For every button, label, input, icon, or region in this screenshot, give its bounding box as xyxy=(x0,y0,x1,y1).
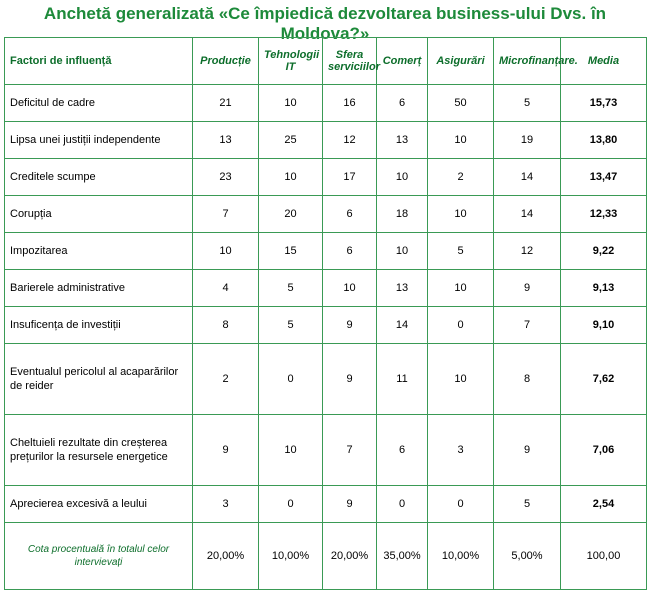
value-cell: 10 xyxy=(428,269,494,306)
value-cell: 5 xyxy=(259,306,323,343)
value-cell: 23 xyxy=(193,158,259,195)
value-cell: 10 xyxy=(377,158,428,195)
factor-cell: Lipsa unei justiții independente xyxy=(5,121,193,158)
table-row xyxy=(5,195,647,232)
value-cell: 14 xyxy=(494,195,561,232)
value-cell: 2 xyxy=(428,158,494,195)
value-cell: 10 xyxy=(323,269,377,306)
value-cell: 6 xyxy=(377,85,428,122)
media-cell: 2,54 xyxy=(561,486,647,523)
header-productie: Producție xyxy=(193,38,259,85)
value-cell: 6 xyxy=(323,195,377,232)
header-row xyxy=(5,38,647,85)
value-cell: 12 xyxy=(494,232,561,269)
header-it xyxy=(259,38,323,85)
value-cell: 10 xyxy=(193,232,259,269)
value-cell: 25 xyxy=(259,121,323,158)
media-cell: 15,73 xyxy=(561,85,647,122)
factor-cell: Corupția xyxy=(5,195,193,232)
total-cell: 20,00% xyxy=(193,523,259,590)
value-cell: 7 xyxy=(193,195,259,232)
value-cell: 9 xyxy=(494,415,561,486)
total-media-cell: 100,00 xyxy=(561,523,647,590)
table-row xyxy=(5,158,647,195)
value-cell: 14 xyxy=(494,158,561,195)
table-row xyxy=(5,343,647,414)
value-cell: 15 xyxy=(259,232,323,269)
value-cell: 11 xyxy=(377,343,428,414)
value-cell: 7 xyxy=(323,415,377,486)
factor-cell: Aprecierea excesivă a leului xyxy=(5,486,193,523)
value-cell: 20 xyxy=(259,195,323,232)
header-asigurari: Asigurări xyxy=(428,38,494,85)
value-cell: 10 xyxy=(428,121,494,158)
value-cell: 10 xyxy=(259,85,323,122)
page-title: Anchetă generalizată «Ce împiedică dezvoltarea business-ului Dvs. în Moldova?» xyxy=(43,4,607,43)
value-cell: 3 xyxy=(428,415,494,486)
factor-cell: Deficitul de cadre xyxy=(5,85,193,122)
value-cell: 2 xyxy=(193,343,259,414)
value-cell: 10 xyxy=(377,232,428,269)
table-row xyxy=(5,269,647,306)
header-servicii-line1: Sfera xyxy=(335,49,364,61)
total-cell: 10,00% xyxy=(259,523,323,590)
value-cell: 9 xyxy=(323,306,377,343)
header-media: Media xyxy=(561,38,647,85)
value-cell: 13 xyxy=(377,269,428,306)
value-cell: 9 xyxy=(494,269,561,306)
value-cell: 10 xyxy=(259,415,323,486)
factor-cell: Insuficența de investiții xyxy=(5,306,193,343)
total-label: Cota procentuală în totalul celor intervievați xyxy=(5,523,193,590)
value-cell: 5 xyxy=(494,486,561,523)
header-microfinantare: Microfinanțare. xyxy=(494,38,561,85)
value-cell: 0 xyxy=(259,343,323,414)
value-cell: 13 xyxy=(377,121,428,158)
media-cell: 7,06 xyxy=(561,415,647,486)
value-cell: 18 xyxy=(377,195,428,232)
value-cell: 19 xyxy=(494,121,561,158)
table-row xyxy=(5,85,647,122)
value-cell: 0 xyxy=(428,306,494,343)
header-it-line2: IT xyxy=(285,61,296,73)
value-cell: 9 xyxy=(323,486,377,523)
factor-cell: Cheltuieli rezultate din creșterea prețurilor la resursele energetice xyxy=(5,415,193,486)
media-cell: 9,22 xyxy=(561,232,647,269)
header-comert: Comerț xyxy=(377,38,428,85)
media-cell: 12,33 xyxy=(561,195,647,232)
total-cell: 5,00% xyxy=(494,523,561,590)
value-cell: 0 xyxy=(259,486,323,523)
total-cell: 35,00% xyxy=(377,523,428,590)
media-cell: 9,10 xyxy=(561,306,647,343)
value-cell: 10 xyxy=(428,343,494,414)
total-cell: 10,00% xyxy=(428,523,494,590)
survey-table xyxy=(4,37,647,590)
value-cell: 5 xyxy=(259,269,323,306)
value-cell: 17 xyxy=(323,158,377,195)
value-cell: 9 xyxy=(193,415,259,486)
value-cell: 6 xyxy=(377,415,428,486)
header-factor: Factori de influență xyxy=(5,38,193,85)
table-row xyxy=(5,121,647,158)
media-cell: 7,62 xyxy=(561,343,647,414)
table-row xyxy=(5,232,647,269)
header-servicii xyxy=(323,38,380,85)
value-cell: 10 xyxy=(428,195,494,232)
value-cell: 16 xyxy=(323,85,377,122)
value-cell: 50 xyxy=(428,85,494,122)
value-cell: 8 xyxy=(193,306,259,343)
value-cell: 13 xyxy=(193,121,259,158)
value-cell: 0 xyxy=(428,486,494,523)
header-it-line1: Tehnologii xyxy=(264,49,320,61)
factor-cell: Creditele scumpe xyxy=(5,158,193,195)
value-cell: 8 xyxy=(494,343,561,414)
value-cell: 5 xyxy=(428,232,494,269)
header-servicii-line2: serviciilor xyxy=(328,61,380,73)
media-cell: 13,80 xyxy=(561,121,647,158)
value-cell: 4 xyxy=(193,269,259,306)
value-cell: 5 xyxy=(494,85,561,122)
value-cell: 14 xyxy=(377,306,428,343)
factor-cell: Barierele administrative xyxy=(5,269,193,306)
media-cell: 9,13 xyxy=(561,269,647,306)
value-cell: 6 xyxy=(323,232,377,269)
total-cell: 20,00% xyxy=(323,523,377,590)
factor-cell: Eventualul pericolul al acaparărilor de reider xyxy=(5,343,193,414)
table-row xyxy=(5,486,647,523)
table-row xyxy=(5,415,647,486)
value-cell: 12 xyxy=(323,121,377,158)
value-cell: 7 xyxy=(494,306,561,343)
table-row xyxy=(5,306,647,343)
value-cell: 10 xyxy=(259,158,323,195)
value-cell: 3 xyxy=(193,486,259,523)
value-cell: 21 xyxy=(193,85,259,122)
value-cell: 0 xyxy=(377,486,428,523)
factor-cell: Impozitarea xyxy=(5,232,193,269)
value-cell: 9 xyxy=(323,343,377,414)
total-row xyxy=(5,523,647,590)
media-cell: 13,47 xyxy=(561,158,647,195)
